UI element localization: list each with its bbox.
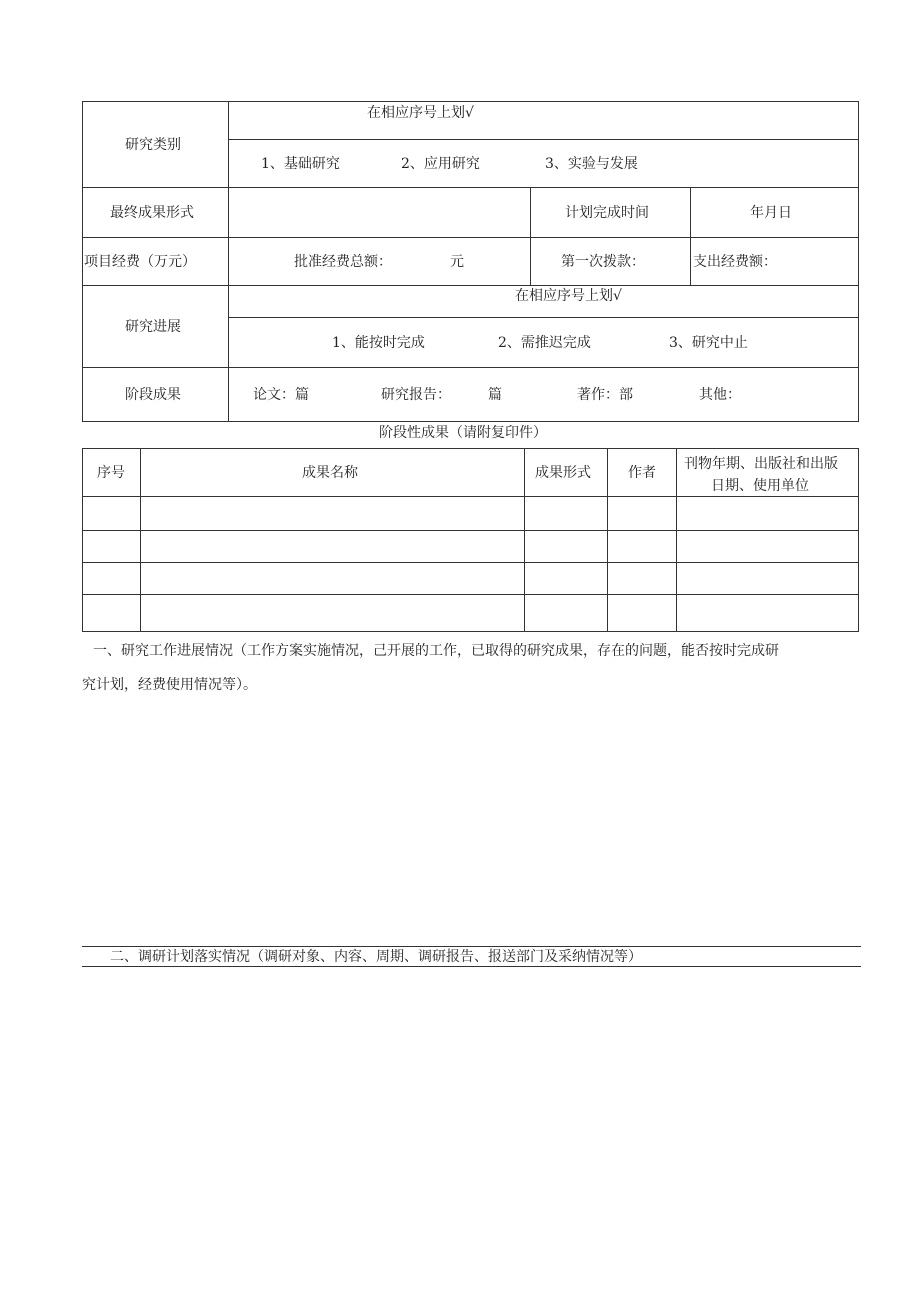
row-divider (83, 367, 858, 368)
section-two-title: 二、调研计划落实情况（调研对象、内容、周期、调研报告、报送部门及采纳情况等） (110, 949, 642, 965)
table-col-divider (607, 449, 608, 631)
header-name: 成果名称 (302, 465, 358, 481)
header-form: 成果形式 (535, 465, 591, 481)
table-col-divider (140, 449, 141, 631)
stage-paper: 论文：篇 (253, 387, 309, 403)
research-type-instruction: 在相应序号上划√ (367, 105, 474, 121)
section-one-line1: 一、研究工作进展情况（工作方案实施情况，己开展的工作，已取得的研究成果，存在的问题，能否按时完成研 (93, 643, 779, 659)
header-publication-1: 刊物年期、出版社和出版 (684, 456, 838, 472)
row-divider (83, 285, 858, 286)
col-divider (690, 187, 691, 285)
progress-option-1[interactable]: 1、能按时完成 (332, 335, 425, 351)
table-col-divider (524, 449, 525, 631)
funding-first-allot: 第一次拨款： (561, 254, 645, 270)
progress-instruction: 在相应序号上划√ (515, 288, 622, 304)
header-index: 序号 (97, 465, 125, 481)
table-row-divider (83, 562, 858, 563)
table-row-divider (83, 496, 858, 497)
col-divider (530, 187, 531, 285)
research-type-label: 研究类别 (125, 137, 181, 153)
table-col-divider (676, 449, 677, 631)
progress-label: 研究进展 (125, 319, 181, 335)
funding-approved-unit: 元 (450, 254, 464, 270)
stage-book: 著作：部 (577, 387, 633, 403)
stage-report-unit: 篇 (488, 387, 502, 403)
research-type-option-2[interactable]: 2、应用研究 (401, 156, 480, 172)
progress-option-3[interactable]: 3、研究中止 (669, 335, 748, 351)
funding-approved: 批准经费总额： (294, 254, 392, 270)
header-author: 作者 (628, 465, 656, 481)
info-table (82, 101, 859, 422)
stage-report: 研究报告： (381, 387, 451, 403)
funding-label: 项目经费（万元） (84, 254, 196, 270)
col-divider (228, 102, 229, 421)
section-two-top-rule (82, 946, 861, 947)
stage-results-title: 阶段性成果（请附复印件） (379, 425, 547, 441)
row-divider (228, 317, 858, 318)
final-result-label: 最终成果形式 (110, 205, 194, 221)
stage-label: 阶段成果 (125, 387, 181, 403)
research-type-option-1[interactable]: 1、基础研究 (261, 156, 340, 172)
row-divider (83, 237, 858, 238)
row-divider (83, 187, 858, 188)
stage-other: 其他： (699, 387, 741, 403)
section-two-bottom-rule (82, 966, 861, 967)
row-divider (228, 139, 858, 140)
plan-time-value[interactable]: 年月日 (750, 205, 792, 221)
header-publication-2: 日期、使用单位 (711, 478, 809, 494)
progress-option-2[interactable]: 2、需推迟完成 (498, 335, 591, 351)
section-one-line2: 究计划，经费使用情况等）。 (82, 677, 257, 693)
table-row-divider (83, 594, 858, 595)
research-type-option-3[interactable]: 3、实验与发展 (545, 156, 638, 172)
funding-spent: 支出经费额： (693, 254, 777, 270)
stage-results-table (82, 448, 859, 632)
plan-time-label: 计划完成时间 (565, 205, 649, 221)
table-row-divider (83, 530, 858, 531)
